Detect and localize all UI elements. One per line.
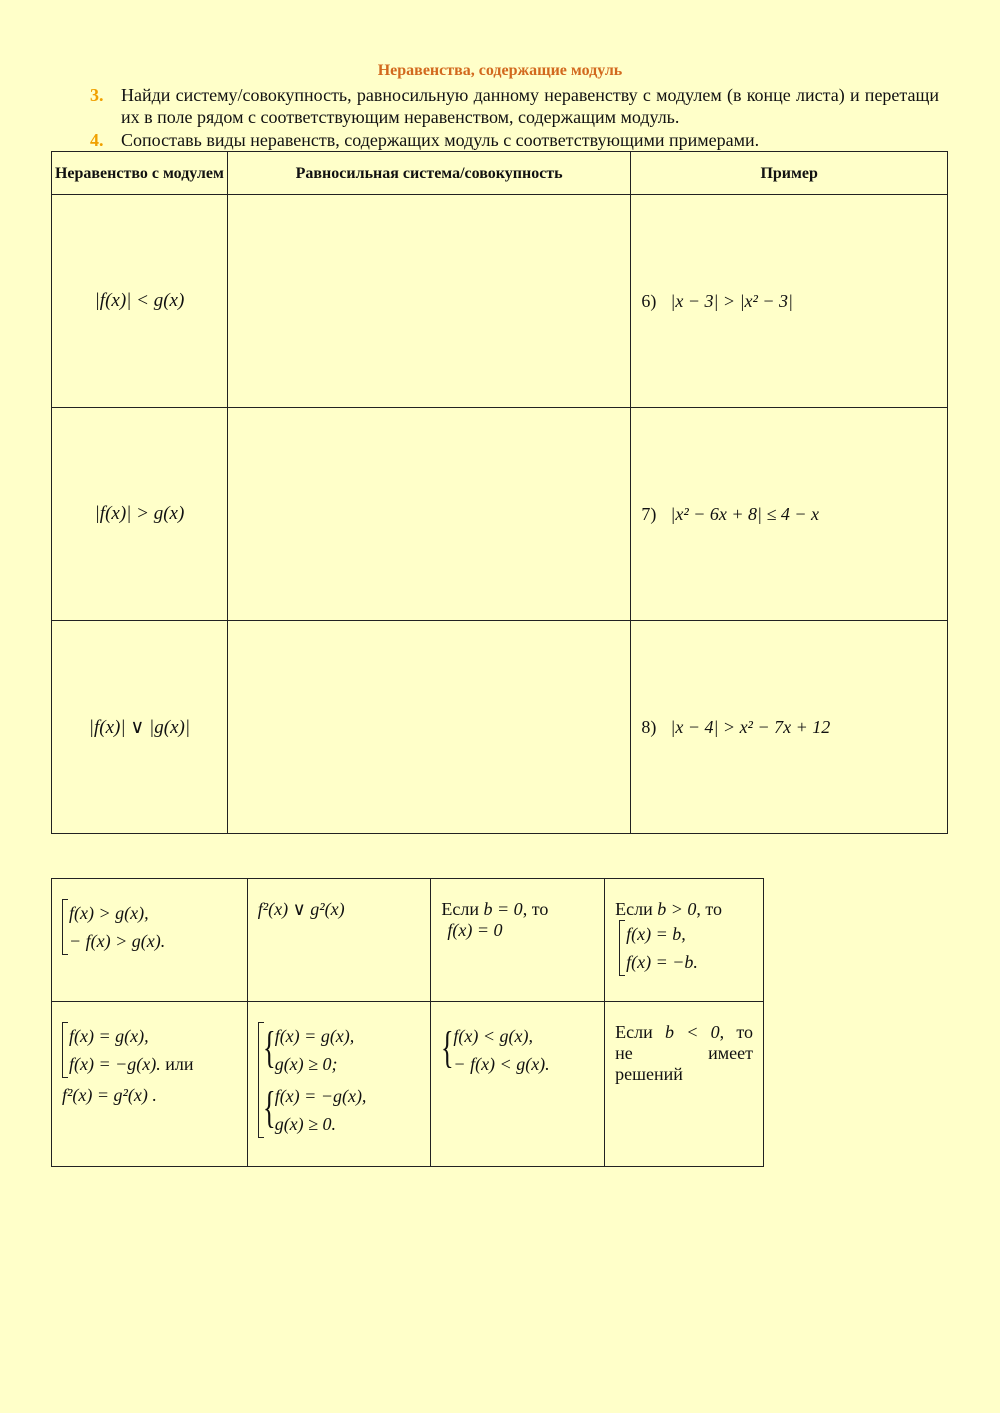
card-line: f(x) = 0 [447, 920, 503, 940]
card-line: f(x) = g(x), [69, 1026, 149, 1046]
answer-card[interactable] [605, 1002, 764, 1167]
card-line: − f(x) < g(x). [453, 1054, 550, 1074]
system-brace [263, 1082, 367, 1138]
answer-card[interactable] [431, 1002, 605, 1167]
card-text-line [615, 1043, 753, 1064]
card-text: , то [719, 1022, 753, 1042]
example-number: 8) [641, 716, 657, 737]
answer-card[interactable] [52, 1002, 248, 1167]
answer-cards-grid [51, 878, 764, 1167]
union-bracket [62, 899, 165, 955]
header-inequality: Неравенство с модулем [52, 152, 228, 195]
union-bracket [619, 920, 698, 976]
inequality-cell: |f(x)| ∨ |g(x)| [52, 621, 228, 834]
card-line: f(x) = −b. [626, 952, 698, 972]
table-row [52, 195, 948, 408]
card-condition: b < 0 [665, 1022, 720, 1042]
card-text: , то [522, 899, 549, 919]
drop-zone[interactable] [227, 621, 631, 834]
answer-card[interactable] [247, 879, 431, 1002]
answer-card[interactable] [52, 879, 248, 1002]
card-line: f²(x) = g²(x) . [62, 1085, 157, 1105]
system-brace [441, 1022, 549, 1078]
card-line: g(x) ≥ 0; [274, 1054, 338, 1074]
system-brace [263, 1022, 355, 1078]
matching-table [51, 151, 948, 834]
card-line: f(x) = g(x), [274, 1026, 355, 1046]
card-text: не [615, 1043, 633, 1063]
example-cell [631, 195, 948, 408]
cards-row [52, 879, 764, 1002]
task-text: Найди систему/совокупность, равносильную данному неравенству с модулем (в конце листа) и перетащи их в поле рядом с соответствующим неравенством, содержащим модуль. [121, 85, 939, 127]
example-expression: |x − 4| > x² − 7x + 12 [670, 716, 831, 737]
card-condition: b = 0 [483, 899, 523, 919]
example-cell [631, 621, 948, 834]
card-line: − f(x) > g(x). [69, 931, 166, 951]
union-bracket [258, 1022, 367, 1138]
example-expression: |x² − 6x + 8| ≤ 4 − x [670, 503, 819, 524]
example-expression: |x − 3| > |x² − 3| [670, 290, 793, 311]
table-row [52, 408, 948, 621]
task-text: Сопоставь виды неравенств, содержащих модуль с соответствующими примерами. [121, 130, 760, 150]
answer-card[interactable] [605, 879, 764, 1002]
card-text: имеет [708, 1043, 753, 1063]
card-text: Если [615, 1022, 653, 1042]
card-text: решений [615, 1064, 683, 1084]
card-text: Если [441, 899, 480, 919]
task-number: 3. [90, 85, 104, 105]
card-condition: b > 0 [657, 899, 697, 919]
card-line: f²(x) ∨ g²(x) [257, 899, 345, 919]
table-row [52, 621, 948, 834]
card-text: Если [615, 899, 653, 919]
inequality-cell: |f(x)| < g(x) [52, 195, 228, 408]
card-text: , то [696, 899, 723, 919]
drop-zone[interactable] [227, 195, 631, 408]
inequality-cell: |f(x)| > g(x) [52, 408, 228, 621]
cards-row [52, 1002, 764, 1167]
header-system: Равносильная система/совокупность [227, 152, 631, 195]
card-text: или [165, 1054, 194, 1074]
brace-icon: { [441, 1023, 455, 1072]
card-line: f(x) > g(x), [69, 903, 149, 923]
example-number: 6) [641, 290, 657, 311]
card-line: f(x) < g(x), [453, 1026, 534, 1046]
card-line: f(x) = −g(x). [69, 1054, 161, 1074]
brace-icon: { [262, 1083, 276, 1132]
header-example: Пример [631, 152, 948, 195]
card-line: f(x) = −g(x), [274, 1086, 367, 1106]
card-text-line [615, 1022, 753, 1043]
answer-card[interactable] [247, 1002, 431, 1167]
task-number: 4. [90, 130, 104, 150]
drop-zone[interactable] [227, 408, 631, 621]
card-line: f(x) = b, [626, 924, 686, 944]
brace-icon: { [262, 1023, 276, 1072]
union-bracket [62, 1022, 161, 1078]
example-number: 7) [641, 503, 657, 524]
table-header-row [52, 152, 948, 195]
worksheet-title: Неравенства, содержащие модуль [377, 62, 623, 79]
example-cell [631, 408, 948, 621]
card-line: g(x) ≥ 0. [274, 1114, 337, 1134]
answer-card[interactable] [431, 879, 605, 1002]
